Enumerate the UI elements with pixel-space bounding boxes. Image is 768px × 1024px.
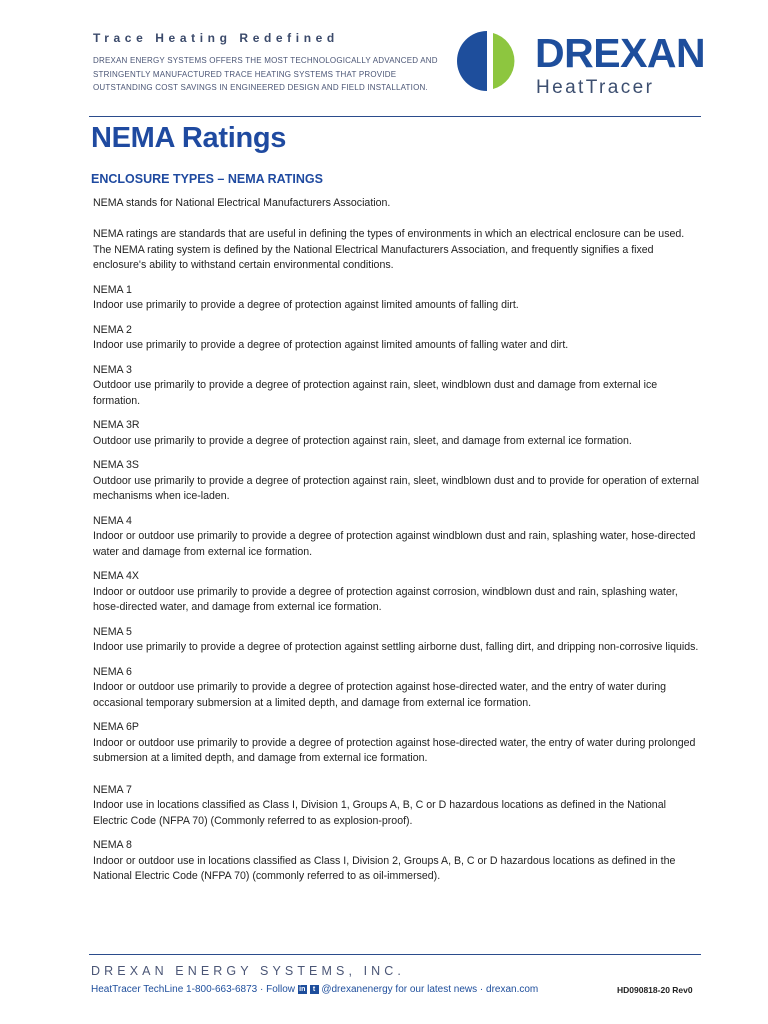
page-header [0, 0, 768, 118]
page-title: NEMA Ratings [91, 122, 287, 154]
footer-company-name: DREXAN ENERGY SYSTEMS, INC. [91, 964, 405, 978]
rating-name: NEMA 3 [93, 363, 132, 376]
rating-name: NEMA 4X [93, 570, 139, 582]
rating-description: Indoor or outdoor use primarily to provide a degree of protection against corrosion, windblown dust and rain, splashing water, hose-directed water, and damage from external ice formation. [93, 585, 678, 613]
rating-description: Outdoor use primarily to provide a degree of protection against rain, sleet, windblown dust and to provide for operation of external mechanisms when ice-laden. [93, 474, 699, 502]
footer-contact-line [91, 984, 538, 995]
social-link-text[interactable]: @drexanenergy for our latest news · drexan.com [321, 984, 539, 995]
rating-name: NEMA 2 [93, 323, 132, 336]
intro-paragraph: NEMA ratings are standards that are useful in defining the types of environments in which an electrical enclosure can be used. The NEMA rating system is defined by the National Electrical Manufacturers Association, and frequently signifies a fixed enclosure's ability to withstand certain environmental conditions. [93, 228, 685, 271]
rating-item [93, 323, 699, 354]
rating-item [93, 458, 699, 505]
header-divider [89, 116, 701, 117]
section-heading: ENCLOSURE TYPES – NEMA RATINGS [91, 172, 323, 186]
intro-paragraph: NEMA stands for National Electrical Manufacturers Association. [93, 197, 391, 209]
rating-item [93, 625, 699, 656]
logo-subtitle: HeatTracer [536, 77, 655, 98]
rating-item [93, 720, 699, 767]
rating-name: NEMA 1 [93, 283, 132, 296]
rating-item [93, 283, 699, 314]
drexan-logo [457, 27, 707, 103]
footer-divider [89, 954, 701, 955]
rating-item [93, 783, 699, 830]
rating-item [93, 569, 699, 616]
rating-item [93, 514, 699, 561]
logo-mark-icon [457, 29, 523, 93]
rating-name: NEMA 6P [93, 721, 139, 733]
techline-text: HeatTracer TechLine 1-800-663-6873 · Follow [91, 984, 295, 995]
rating-name: NEMA 5 [93, 625, 132, 638]
rating-description: Indoor or outdoor use primarily to provide a degree of protection against hose-directed water, the entry of water during prolonged submersion at a limited depth, and damage from external ice formation. [93, 736, 696, 764]
logo-wordmark: DREXAN [535, 30, 706, 76]
rating-item [93, 418, 699, 449]
tagline-title: Trace Heating Redefined [93, 31, 339, 45]
rating-description: Indoor use in locations classified as Class I, Division 1, Groups A, B, C or D hazardous locations as defined in the National Electric Code (NFPA 70) (Commonly referred to as explosion-proof). [93, 799, 666, 827]
rating-description: Indoor or outdoor use primarily to provide a degree of protection against hose-directed water, and the entry of water during occasional temporary submersion at a limited depth, and damage from external ice formation. [93, 681, 666, 709]
rating-name: NEMA 3R [93, 419, 140, 431]
rating-item [93, 363, 699, 410]
twitter-icon[interactable]: t [310, 985, 319, 994]
rating-item [93, 665, 699, 712]
document-body [93, 196, 699, 894]
rating-name: NEMA 4 [93, 514, 132, 527]
rating-name: NEMA 6 [93, 665, 132, 678]
rating-item [93, 838, 699, 885]
rating-description: Indoor or outdoor use primarily to provide a degree of protection against windblown dust and rain, splashing water, hose-directed water and damage from external ice formation. [93, 530, 696, 558]
rating-description: Indoor or outdoor use in locations classified as Class I, Division 2, Groups A, B, C or D hazardous locations as defined in the National Electric Code (NFPA 70) (commonly referred to as oil-immersed). [93, 854, 676, 882]
linkedin-icon[interactable]: in [299, 986, 306, 993]
rating-name: NEMA 7 [93, 783, 132, 796]
rating-description: Indoor use primarily to provide a degree of protection against settling airborne dust, falling dirt, and dripping non-corrosive liquids. [93, 641, 699, 653]
rating-name: NEMA 3S [93, 459, 139, 471]
rating-description: Outdoor use primarily to provide a degree of protection against rain, sleet, windblown dust and damage from external ice formation. [93, 379, 658, 407]
rating-description: Indoor use primarily to provide a degree of protection against limited amounts of falling water and dirt. [93, 339, 569, 351]
rating-description: Indoor use primarily to provide a degree of protection against limited amounts of falling dirt. [93, 299, 519, 311]
rating-description: Outdoor use primarily to provide a degree of protection against rain, sleet, and damage from external ice formation. [93, 434, 632, 447]
rating-name: NEMA 8 [93, 839, 132, 851]
tagline-body: DREXAN ENERGY SYSTEMS OFFERS THE MOST TECHNOLOGICALLY ADVANCED AND STRINGENTLY MANUFACTURED TRACE HEATING SYSTEMS THAT PROVIDE OUTSTANDING COST SAVINGS IN ENGINEERED DESIGN AND FIELD INSTALLATION. [93, 56, 438, 92]
document-code: HD090818-20 Rev0 [617, 985, 693, 995]
